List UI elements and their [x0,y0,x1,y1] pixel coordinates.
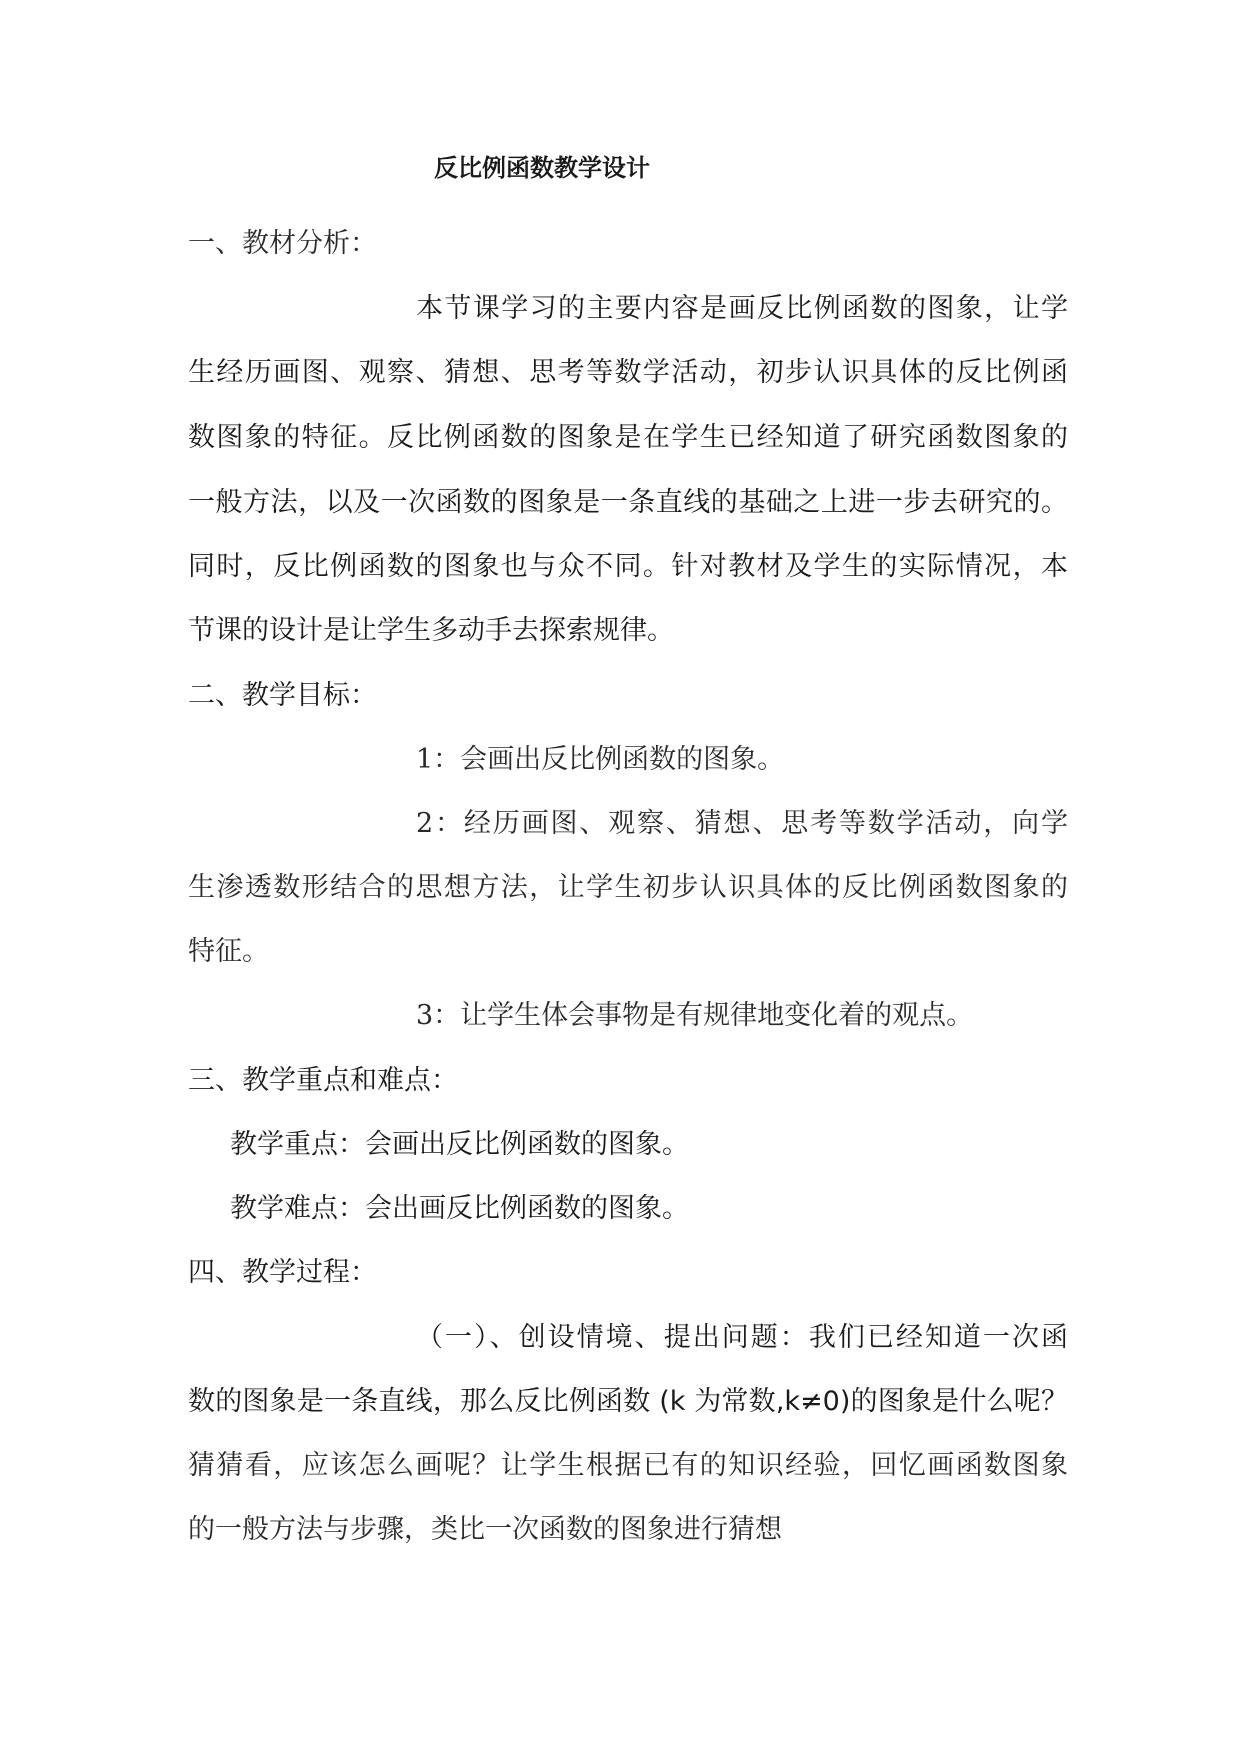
section4-heading: 四、教学过程： [188,1257,377,1288]
key-point: 教学重点：会画出反比例函数的图象。 [230,1129,689,1160]
goal-2-line: 特征。 [188,936,269,967]
section1-line: 节课的设计是让学生多动手去探索规律。 [188,615,674,646]
difficult-point: 教学难点：会出画反比例函数的图象。 [230,1193,689,1224]
section1-line: 数图象的特征。反比例函数的图象是在学生已经知道了研究函数图象的 [188,422,1068,453]
section1-line: 一般方法，以及一次函数的图象是一条直线的基础之上进一步去研究的。 [188,487,1068,518]
page-title: 反比例函数教学设计 [434,153,650,182]
section1-heading: 一、教材分析： [188,228,377,259]
goal-1: 1：会画出反比例函数的图象。 [416,744,785,775]
goal-2-line: 生渗透数形结合的思想方法，让学生初步认识具体的反比例函数图象的 [188,872,1068,903]
goal-2-line: 2：经历画图、观察、猜想、思考等数学活动，向学 [416,808,1068,839]
section3-heading: 三、教学重点和难点： [188,1065,458,1096]
section4-line: 猜猜看，应该怎么画呢？让学生根据已有的知识经验，回忆画函数图象 [188,1450,1068,1481]
section4-line: 的一般方法与步骤，类比一次函数的图象进行猜想 [188,1514,782,1545]
section1-line: 生经历画图、观察、猜想、思考等数学活动，初步认识具体的反比例函 [188,357,1068,388]
section2-heading: 二、教学目标： [188,680,377,711]
section4-line: （一）、创设情境、提出问题：我们已经知道一次函 [416,1322,1068,1353]
section1-line: 同时，反比例函数的图象也与众不同。针对教材及学生的实际情况，本 [188,551,1068,582]
section1-line: 本节课学习的主要内容是画反比例函数的图象，让学 [416,293,1068,324]
goal-3: 3：让学生体会事物是有规律地变化着的观点。 [416,1000,974,1031]
section4-line: 数的图象是一条直线，那么反比例函数 (k 为常数,k≠0)的图象是什么呢？ [188,1386,1068,1417]
